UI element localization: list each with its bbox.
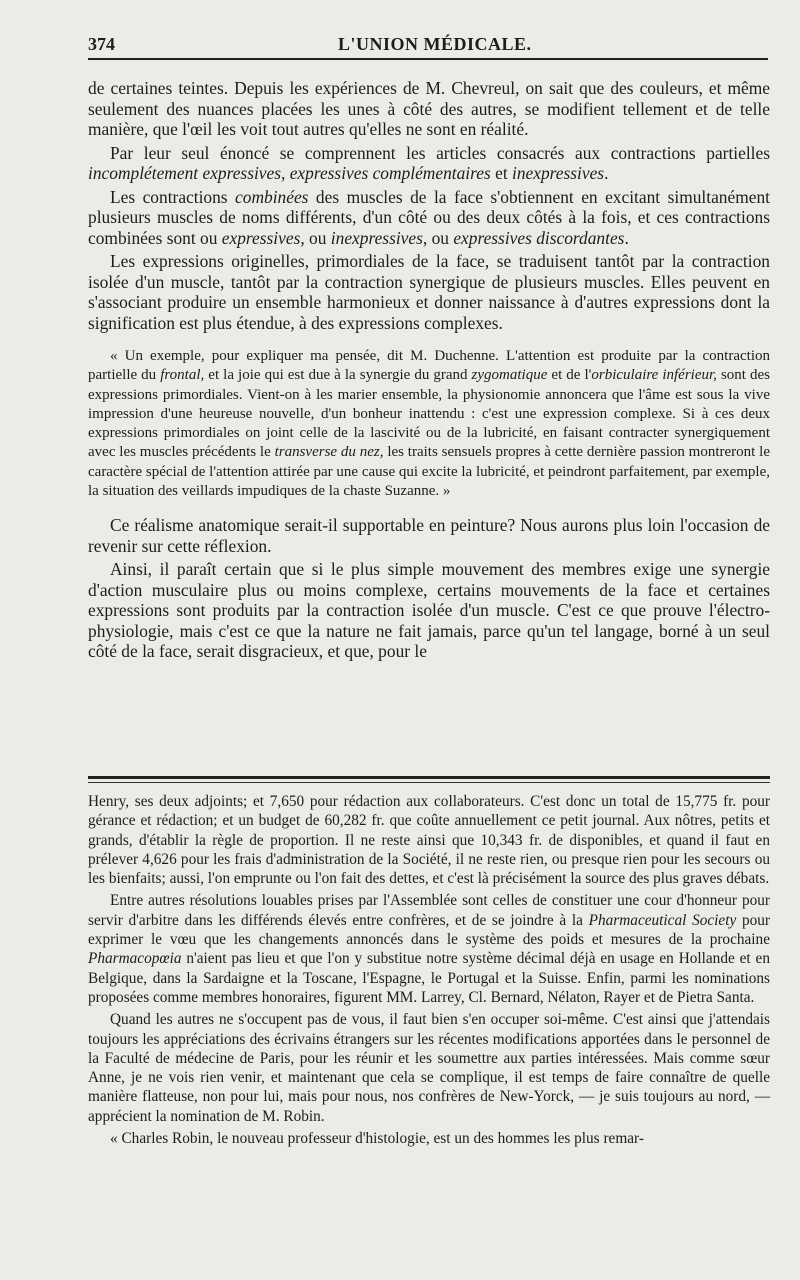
italic-run: inexpressives xyxy=(512,163,605,183)
text-run: ou xyxy=(304,227,331,248)
text-run: des muscles de la face s'obtiennent en excitant simultanément plusieurs muscles de noms différents, d'un côté ou des deux côtés à la fois, et ces contractions combinées sont ou xyxy=(88,186,770,248)
text-run: Les contractions xyxy=(110,186,236,207)
page-number: 374 xyxy=(88,34,115,54)
text-run: Entre autres résolutions louables prises par l'Assemblée sont celles de constituer une cour d'honneur pour servir d'arbitre dans les différends élevés entre confrères, et de se joindre à la xyxy=(88,892,770,929)
paragraph xyxy=(88,187,770,249)
italic-run: combinées xyxy=(235,186,309,207)
block-quote xyxy=(88,347,770,501)
main-article xyxy=(88,78,770,665)
paragraph: Henry, ses deux adjoints; et 7,650 pour rédaction aux collaborateurs. C'est donc un total de 15,775 fr. pour gérance et rédaction; et un budget de 60,282 fr. que coûte annuellement ce petit journal. Aux nôtres, petits et grands, d'établir la règle de proportion. Il ne reste ainsi que 10,343 fr. de disponibles, et quand il faut en prélever 4,626 pour les frais d'administration de la Société, il ne reste rien, ou presque rien pour les secours ou les bienfaits; aussi, l'on emprunte ou l'on fait des dettes, et c'est là précisément la source des plus graves débats. xyxy=(88,793,770,888)
italic-run: expressives discordantes xyxy=(453,227,625,248)
paragraph xyxy=(88,891,770,1007)
italic-run: Pharmacopœia xyxy=(88,950,182,968)
paragraph: Les expressions originelles, primordiales de la face, se traduisent tantôt par la contraction isolée d'un muscle, tantôt par la contraction synergique de plusieurs muscles. Elles peuvent en s'associant produire un ensemble harmonieux et donner naissance à d'autres expressions dont la signification est plus étendue, à des expressions complexes. xyxy=(88,251,770,333)
feuilleton-section xyxy=(88,792,770,1151)
italic-run: orbiculaire inférieur, xyxy=(591,367,717,384)
text-run: et la joie qui est due à la synergie du grand xyxy=(204,367,472,384)
text-run: les traits sensuels propres à cette dernière passion montreront le caractère spécial de l'attention attirée par une cause qui excite la lubricité, et peindront parfaitement, par exemple, la situation des veillards impudiques de la chaste Suzanne. » xyxy=(88,444,770,500)
italic-run: inexpressives, xyxy=(330,227,428,248)
italic-run: Pharmaceutical Society xyxy=(588,911,737,929)
text-run: « Un exemple, pour expliquer ma pensée, dit M. Duchenne. L'attention est produite par la contraction partielle du xyxy=(88,348,770,384)
page-header xyxy=(88,34,768,60)
text-run: . xyxy=(604,163,609,183)
section-divider xyxy=(88,776,770,779)
paragraph: de certaines teintes. Depuis les expériences de M. Chevreul, on sait que des couleurs, et même seulement des nuances placées les unes à côté des autres, se modifient tellement et de telle manière, que l'œil les voit tout autres qu'elles ne sont en réalité. xyxy=(88,78,770,139)
text-run: n'aient pas lieu et que l'on y substitue notre système décimal déjà en usage en Hollande et en Belgique, dans la Sardaigne et la Toscane, l'Espagne, le Portugal et la Suisse. Enfin, parmi les nominations proposées comme membres honoraires, figurent MM. Larrey, Cl. Bernard, Nélaton, Rayer et de Pietra Santa. xyxy=(88,950,770,1006)
italic-run: incomplétement expressives, expressives complémentaires xyxy=(88,163,491,183)
journal-title: L'UNION MÉDICALE. xyxy=(338,34,532,54)
section-divider-thin xyxy=(88,782,770,783)
italic-run: zygomatique xyxy=(471,367,548,384)
paragraph: Ainsi, il paraît certain que si le plus simple mouvement des membres exige une synergie d'action musculaire plus ou moins complexe, certains mouvements de la face et certaines expressions sont produits par la contraction isolée d'un muscle. C'est ce que prouve l'électro-physiologie, mais c'est ce que la nature ne fait jamais, parce qu'un tel langage, borné à un seul côté de la face, serait disgracieux, et que, pour le xyxy=(88,559,770,662)
text-run: Par leur seul énoncé se comprennent les articles consacrés aux contractions partielles xyxy=(110,142,770,163)
text-run: ou xyxy=(427,227,454,248)
text-run: pour exprimer le vœu que les changements annoncés dans le système des poids et mesures de la prochaine xyxy=(88,911,770,949)
quote-paragraph xyxy=(88,347,770,501)
paragraph: Quand les autres ne s'occupent pas de vous, il faut bien s'en occuper soi-même. C'est ainsi que j'attendais toujours les appréciations des écrivains étrangers sur les récentes modifications apportées dans le personnel de la Faculté de médecine de Paris, pour les réunir et les soumettre aux parties intéressées. Mais comme sœur Anne, je ne vois rien venir, et maintenant que cela se complique, il est temps de faire connaître de quelle manière flatteuse, non pour lui, mais pour nous, nos confrères de New-Yorck, — je suis toujours au nord, — apprécient la nomination de M. Robin. xyxy=(88,1011,770,1125)
italic-run: transverse du nez, xyxy=(274,444,384,461)
text-run: sont des expressions primordiales. Vient-on à les marier ensemble, la physionomie annoncera que l'âme est sous la vive impression d'une heureuse nouvelle, d'un bonheur inattendu : c'est une expression complexe. Si à ces deux expressions primordiales on joint celle de la lascivité ou de la lubricité, en faisant contracter synergiquement avec les muscles précédents le xyxy=(88,367,770,461)
text-run: et de l' xyxy=(547,367,592,384)
paragraph xyxy=(88,143,770,184)
text-run: . xyxy=(624,227,629,248)
italic-run: frontal, xyxy=(160,367,205,384)
italic-run: expressives, xyxy=(221,227,305,248)
text-run: et xyxy=(490,163,512,183)
paragraph: Ce réalisme anatomique serait-il supportable en peinture? Nous aurons plus loin l'occasion de revenir sur cette réflexion. xyxy=(88,515,770,556)
paragraph: « Charles Robin, le nouveau professeur d'histologie, est un des hommes les plus remar- xyxy=(110,1130,644,1148)
